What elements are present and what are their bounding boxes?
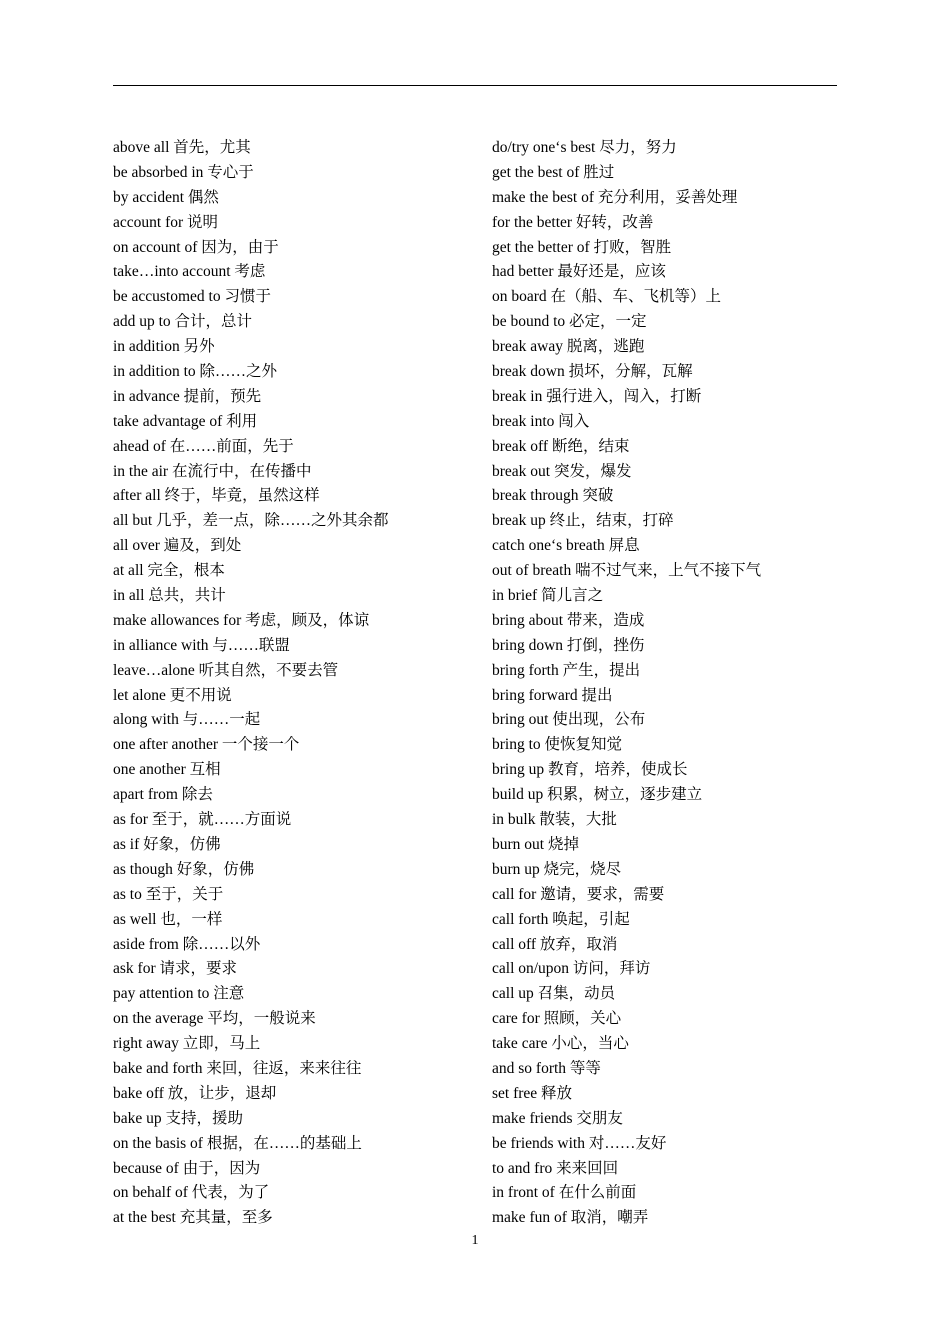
phrase-entry: bring to 使恢复知觉 (492, 736, 623, 754)
phrase-entry: to and fro 来来回回 (492, 1159, 619, 1177)
phrase-entry: call on/upon 访问，拜访 (492, 960, 651, 978)
phrase-entry: by accident 偶然 (113, 188, 219, 206)
phrase-entry: bring up 教育，培养，使成长 (492, 761, 688, 779)
phrase-entry: bake and forth 来回，往返，来来往往 (113, 1059, 362, 1077)
phrase-entry: in advance 提前，预先 (113, 387, 262, 405)
phrase-entry: had better 最好还是，应该 (492, 263, 666, 281)
phrase-entry: break out 突发，爆发 (492, 462, 632, 480)
phrase-entry: be accustomed to 习惯于 (113, 288, 271, 306)
phrase-entry: after all 终于，毕竟，虽然这样 (113, 487, 320, 505)
phrase-entry: as if 好象，仿佛 (113, 835, 221, 853)
phrase-entry: burn out 烧掉 (492, 835, 579, 853)
phrase-entry: because of 由于，因为 (113, 1159, 261, 1177)
phrase-entry: bake up 支持，援助 (113, 1109, 244, 1127)
phrase-entry: take care 小心，当心 (492, 1035, 629, 1053)
phrase-entry: get the best of 胜过 (492, 163, 615, 181)
phrase-entry: on account of 因为，由于 (113, 238, 279, 256)
phrase-entry: aside from 除……以外 (113, 935, 261, 953)
phrase-entry: bake off 放，让步，退却 (113, 1084, 277, 1102)
phrase-entry: pay attention to 注意 (113, 985, 245, 1003)
phrase-entry: in brief 简儿言之 (492, 587, 604, 605)
phrase-entry: call up 召集，动员 (492, 985, 616, 1003)
phrase-entry: bring out 使出现，公布 (492, 711, 646, 729)
phrase-entry: ahead of 在……前面，先于 (113, 437, 294, 455)
phrase-entry: bring down 打倒，挫伤 (492, 636, 645, 654)
phrase-entry: call off 放弃，取消 (492, 935, 618, 953)
phrase-entry: as for 至于，就……方面说 (113, 811, 292, 829)
phrase-entry: one another 互相 (113, 761, 221, 779)
phrase-entry: add up to 合计，总计 (113, 313, 253, 331)
header-rule (113, 85, 837, 86)
phrase-entry: break off 断绝，结束 (492, 437, 630, 455)
phrase-entry: care for 照顾，关心 (492, 1010, 622, 1028)
phrase-entry: above all 首先，尤其 (113, 139, 251, 156)
phrase-entry: one after another 一个接一个 (113, 736, 300, 754)
phrase-entry: call forth 唤起，引起 (492, 910, 630, 928)
phrase-entry: make allowances for 考虑，顾及，体谅 (113, 611, 370, 629)
phrase-entry: at all 完全，根本 (113, 562, 225, 580)
phrase-entry: be bound to 必定，一定 (492, 313, 647, 331)
phrase-entry: as though 好象，仿佛 (113, 860, 255, 878)
phrase-entry: set free 释放 (492, 1084, 573, 1102)
phrase-entry: bring forth 产生，提出 (492, 661, 641, 679)
phrase-entry: break away 脱离，逃跑 (492, 338, 645, 356)
phrase-entry: on board 在（船、车、飞机等）上 (492, 288, 722, 306)
page-number: 1 (471, 1233, 479, 1248)
phrase-entry: break into 闯入 (492, 412, 590, 430)
phrase-entry: catch one‘s breath 屏息 (492, 537, 640, 555)
phrase-entry: as to 至于，关于 (113, 885, 224, 903)
phrase-entry: break down 损坏，分解，瓦解 (492, 363, 693, 381)
phrase-entry: do/try one‘s best 尽力，努力 (492, 139, 677, 156)
phrase-entry: at the best 充其量，至多 (113, 1209, 273, 1227)
phrase-entry: right away 立即，马上 (113, 1035, 261, 1053)
phrase-entry: ask for 请求，要求 (113, 960, 237, 978)
phrase-entry: call for 邀请，要求，需要 (492, 885, 665, 903)
phrase-entry: in alliance with 与……联盟 (113, 636, 290, 654)
phrase-entry: in bulk 散装，大批 (492, 811, 617, 829)
phrase-entry: for the better 好转，改善 (492, 213, 654, 231)
phrase-entry: all but 几乎，差一点，除……之外其余都 (113, 512, 389, 530)
phrase-entry: and so forth 等等 (492, 1059, 601, 1077)
phrase-entry: build up 积累，树立，逐步建立 (492, 786, 703, 804)
phrase-entry: take…into account 考虑 (113, 263, 266, 281)
right-column (492, 136, 852, 1231)
phrase-entry: bring about 带来，造成 (492, 611, 645, 629)
phrase-entry: take advantage of 利用 (113, 412, 258, 430)
phrase-entry: break up 终止，结束，打碎 (492, 512, 674, 530)
phrase-entry: on the basis of 根据，在……的基础上 (113, 1134, 362, 1152)
phrase-entry: bring forward 提出 (492, 686, 613, 704)
phrase-entry: all over 遍及，到处 (113, 537, 242, 555)
phrase-entry: in front of 在什么前面 (492, 1184, 637, 1202)
phrase-entry: on behalf of 代表，为了 (113, 1184, 270, 1202)
phrase-entry: out of breath 喘不过气来，上气不接下气 (492, 562, 762, 580)
phrase-entry: account for 说明 (113, 213, 219, 231)
phrase-entry: in addition 另外 (113, 338, 215, 356)
phrase-entry: in the air 在流行中，在传播中 (113, 462, 312, 480)
phrase-entry: on the average 平均，一般说来 (113, 1010, 316, 1028)
phrase-entry: get the better of 打败，智胜 (492, 238, 672, 256)
phrase-entry: make the best of 充分利用，妥善处理 (492, 188, 738, 206)
phrase-entry: in all 总共，共计 (113, 587, 226, 605)
phrase-entry: break through 突破 (492, 487, 614, 505)
phrase-entry: as well 也，一样 (113, 910, 223, 928)
phrase-entry: make friends 交朋友 (492, 1109, 623, 1127)
phrase-entry: make fun of 取消，嘲弄 (492, 1209, 649, 1227)
phrase-entry: in addition to 除……之外 (113, 363, 278, 381)
phrase-entry: be absorbed in 专心于 (113, 163, 254, 181)
phrase-entry: be friends with 对……友好 (492, 1134, 667, 1152)
phrase-entry: burn up 烧完，烧尽 (492, 860, 622, 878)
phrase-entry: along with 与……一起 (113, 711, 261, 729)
phrase-entry: let alone 更不用说 (113, 686, 232, 704)
left-column (113, 136, 483, 1231)
phrase-entry: leave…alone 听其自然，不要去管 (113, 661, 339, 679)
phrase-entry: break in 强行进入，闯入，打断 (492, 387, 702, 405)
phrase-entry: apart from 除去 (113, 786, 213, 804)
